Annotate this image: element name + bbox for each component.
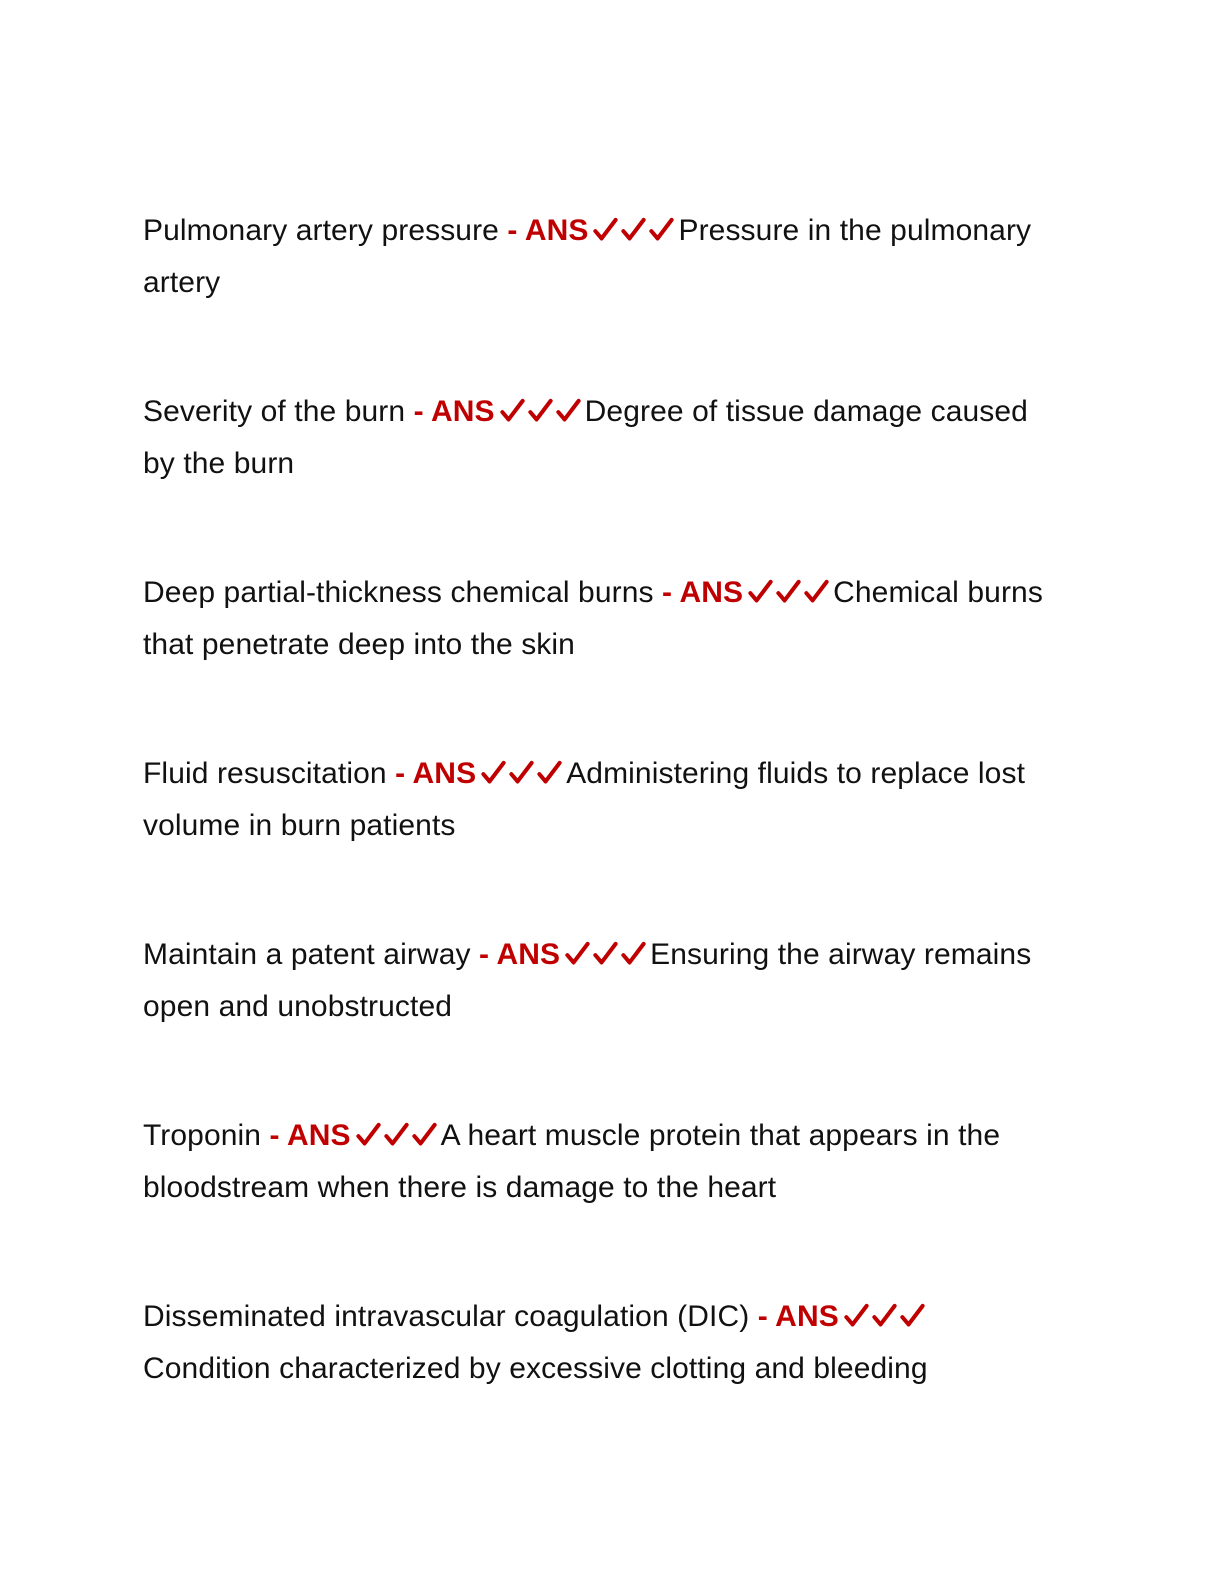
answer-marker: - ANS [269, 1119, 351, 1152]
check-marks [843, 1297, 927, 1345]
answer-marker: - ANS [757, 1300, 839, 1333]
definition: A heart muscle protein that appears in the bloodstream when there is damage to the heart [143, 1119, 1001, 1204]
qa-entry [143, 931, 1043, 1031]
check-mark-icon [620, 940, 647, 968]
qa-entry [143, 750, 1043, 850]
term: Disseminated intravascular coagulation (DIC) [143, 1300, 750, 1333]
check-mark-icon [499, 397, 526, 425]
qa-entry [143, 207, 1043, 307]
answer-marker: - ANS [395, 757, 477, 790]
check-mark-icon [592, 216, 619, 244]
check-mark-icon [355, 1121, 382, 1149]
qa-list [143, 207, 1043, 1474]
check-mark-icon [648, 216, 675, 244]
term: Pulmonary artery pressure [143, 214, 499, 247]
check-mark-icon [480, 759, 507, 787]
qa-entry [143, 569, 1043, 669]
check-mark-icon [411, 1121, 438, 1149]
check-mark-icon [592, 940, 619, 968]
check-mark-icon [747, 578, 774, 606]
term: Fluid resuscitation [143, 757, 387, 790]
check-mark-icon [555, 397, 582, 425]
definition: Degree of tissue damage caused by the burn [143, 395, 1028, 480]
check-mark-icon [775, 578, 802, 606]
check-marks [747, 573, 831, 621]
term: Maintain a patent airway [143, 938, 471, 971]
check-mark-icon [527, 397, 554, 425]
qa-entry [143, 1293, 1043, 1393]
check-marks [592, 211, 676, 259]
term: Troponin [143, 1119, 262, 1152]
check-mark-icon [564, 940, 591, 968]
term: Deep partial-thickness chemical burns [143, 576, 654, 609]
check-mark-icon [508, 759, 535, 787]
answer-marker: - ANS [413, 395, 495, 428]
definition: Ensuring the airway remains open and unobstructed [143, 938, 1032, 1023]
check-mark-icon [899, 1302, 926, 1330]
check-mark-icon [383, 1121, 410, 1149]
term: Severity of the burn [143, 395, 406, 428]
check-mark-icon [843, 1302, 870, 1330]
check-mark-icon [536, 759, 563, 787]
definition: Chemical burns that penetrate deep into the skin [143, 576, 1043, 661]
check-mark-icon [620, 216, 647, 244]
definition: Administering fluids to replace lost volume in burn patients [143, 757, 1026, 842]
check-marks [355, 1116, 439, 1164]
check-marks [480, 754, 564, 802]
definition: Condition characterized by excessive clotting and bleeding [143, 1352, 928, 1385]
check-mark-icon [803, 578, 830, 606]
qa-entry [143, 1112, 1043, 1212]
answer-marker: - ANS [479, 938, 561, 971]
check-marks [499, 392, 583, 440]
check-mark-icon [871, 1302, 898, 1330]
qa-entry [143, 388, 1043, 488]
answer-marker: - ANS [662, 576, 744, 609]
definition: Pressure in the pulmonary artery [143, 214, 1032, 299]
answer-marker: - ANS [507, 214, 589, 247]
check-marks [564, 935, 648, 983]
